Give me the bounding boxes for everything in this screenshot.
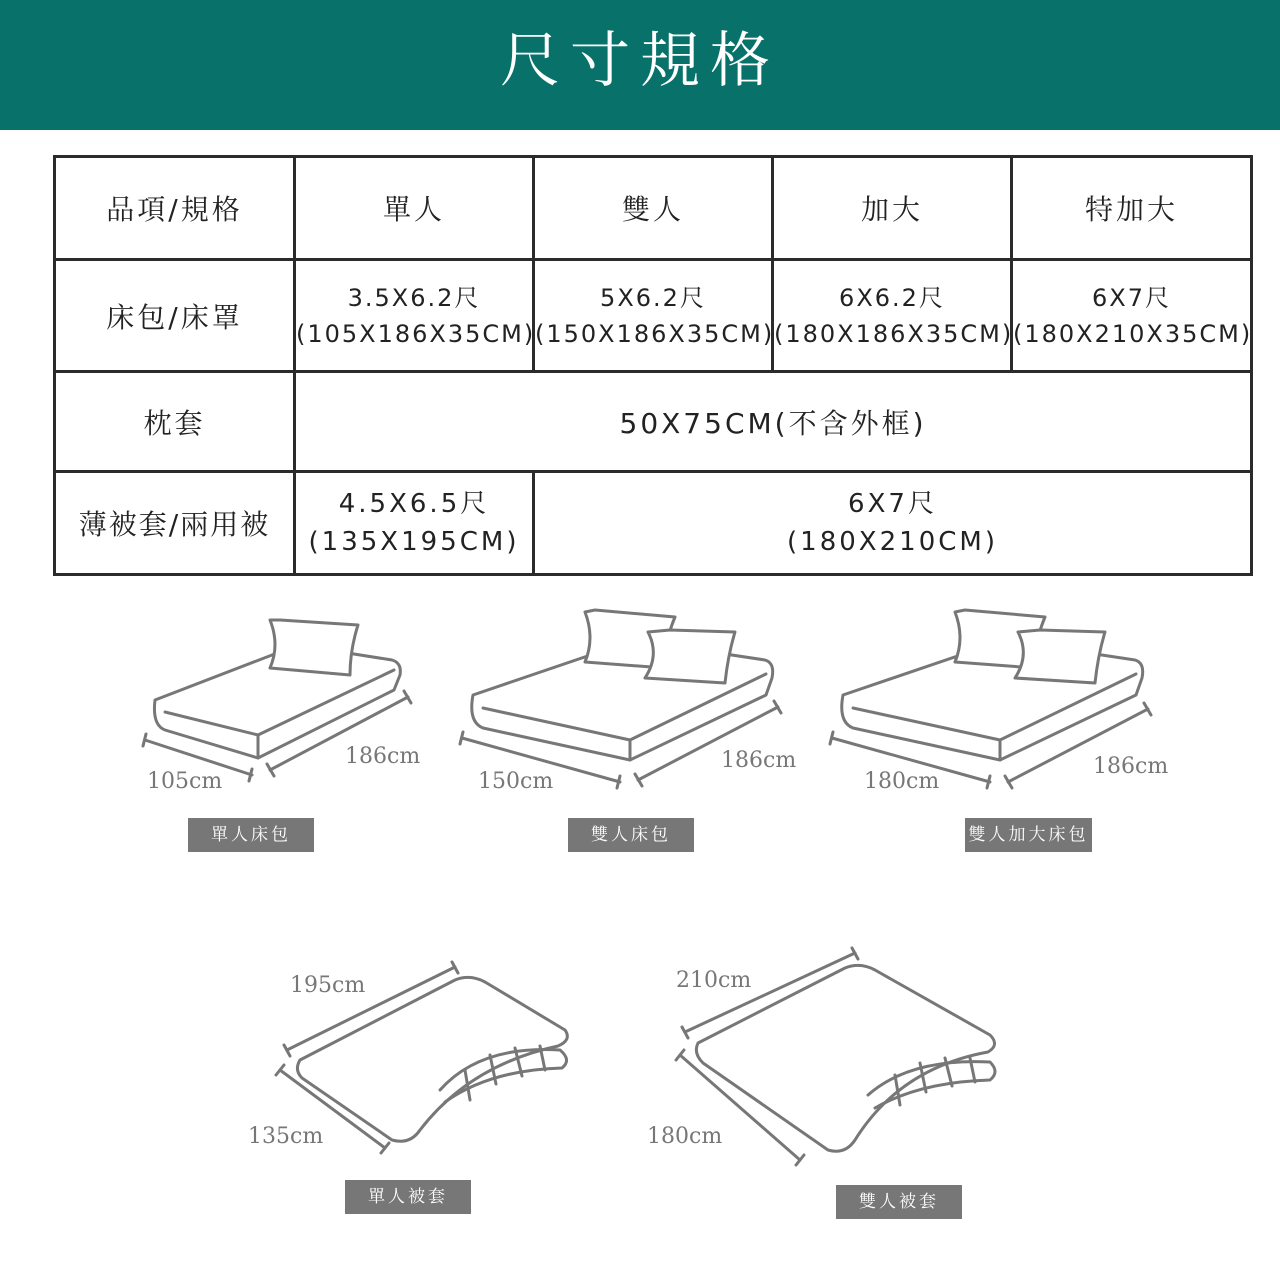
single-duvet-length: 195cm: [290, 973, 366, 998]
table-row-fitted-sheet: [55, 260, 1252, 372]
row-label-fitted-sheet: 床包/床罩: [55, 260, 295, 372]
single-duvet-width: 135cm: [248, 1124, 324, 1149]
table-row-pillowcase: [55, 372, 1252, 472]
double-duvet-width: 180cm: [647, 1124, 723, 1149]
size-feet: 6X6.2尺: [839, 283, 945, 312]
cell-fitted-queen: [773, 260, 1012, 372]
row-label-duvet: 薄被套/兩用被: [55, 472, 295, 575]
caption-double-duvet: 雙人被套: [836, 1185, 962, 1219]
cell-pillowcase-size: 50X75CM(不含外框): [295, 372, 1252, 472]
header-double: 雙人: [534, 157, 773, 260]
size-feet: 6X7尺: [848, 489, 937, 519]
size-cm: (135X195CM): [308, 527, 520, 557]
size-cm: (150X186X35CM): [535, 319, 775, 348]
caption-double-fitted-sheet: 雙人床包: [568, 818, 694, 852]
size-feet: 5X6.2尺: [600, 283, 706, 312]
cell-duvet-double: [534, 472, 1252, 575]
queen-bed-width: 180cm: [864, 769, 940, 794]
single-bed-length: 186cm: [345, 744, 421, 769]
caption-single-fitted-sheet: 單人床包: [188, 818, 314, 852]
header-king: 特加大: [1012, 157, 1252, 260]
row-label-pillowcase: 枕套: [55, 372, 295, 472]
size-illustrations: [0, 590, 1280, 1279]
cell-fitted-double: [534, 260, 773, 372]
header-item-spec: 品項/規格: [55, 157, 295, 260]
double-bed-width: 150cm: [478, 769, 554, 794]
single-bed-width: 105cm: [147, 769, 223, 794]
table-row-duvet: [55, 472, 1252, 575]
queen-bed-length: 186cm: [1093, 754, 1169, 779]
caption-single-duvet: 單人被套: [345, 1180, 471, 1214]
caption-queen-fitted-sheet: 雙人加大床包: [965, 818, 1092, 852]
page-title: 尺寸規格: [500, 26, 780, 96]
table-header-row: [55, 157, 1252, 260]
size-feet: 6X7尺: [1092, 283, 1171, 312]
size-cm: (105X186X35CM): [296, 319, 536, 348]
double-bed-length: 186cm: [721, 748, 797, 773]
double-duvet-illustration: [647, 948, 995, 1165]
cell-fitted-single: [295, 260, 534, 372]
size-cm: (180X210CM): [787, 527, 998, 557]
double-duvet-length: 210cm: [676, 968, 752, 993]
single-duvet-illustration: [248, 962, 567, 1153]
double-bed-illustration: [460, 610, 796, 794]
size-feet: 3.5X6.2尺: [347, 283, 481, 312]
header-banner: [0, 0, 1280, 130]
size-cm: (180X186X35CM): [774, 319, 1014, 348]
size-spec-table: [53, 155, 1253, 576]
cell-fitted-king: [1012, 260, 1252, 372]
size-feet: 4.5X6.5尺: [338, 489, 490, 519]
header-queen: 加大: [773, 157, 1012, 260]
single-bed-illustration: [143, 620, 420, 794]
queen-bed-illustration: [830, 610, 1168, 794]
cell-duvet-single: [295, 472, 534, 575]
header-single: 單人: [295, 157, 534, 260]
size-cm: (180X210X35CM): [1013, 319, 1253, 348]
